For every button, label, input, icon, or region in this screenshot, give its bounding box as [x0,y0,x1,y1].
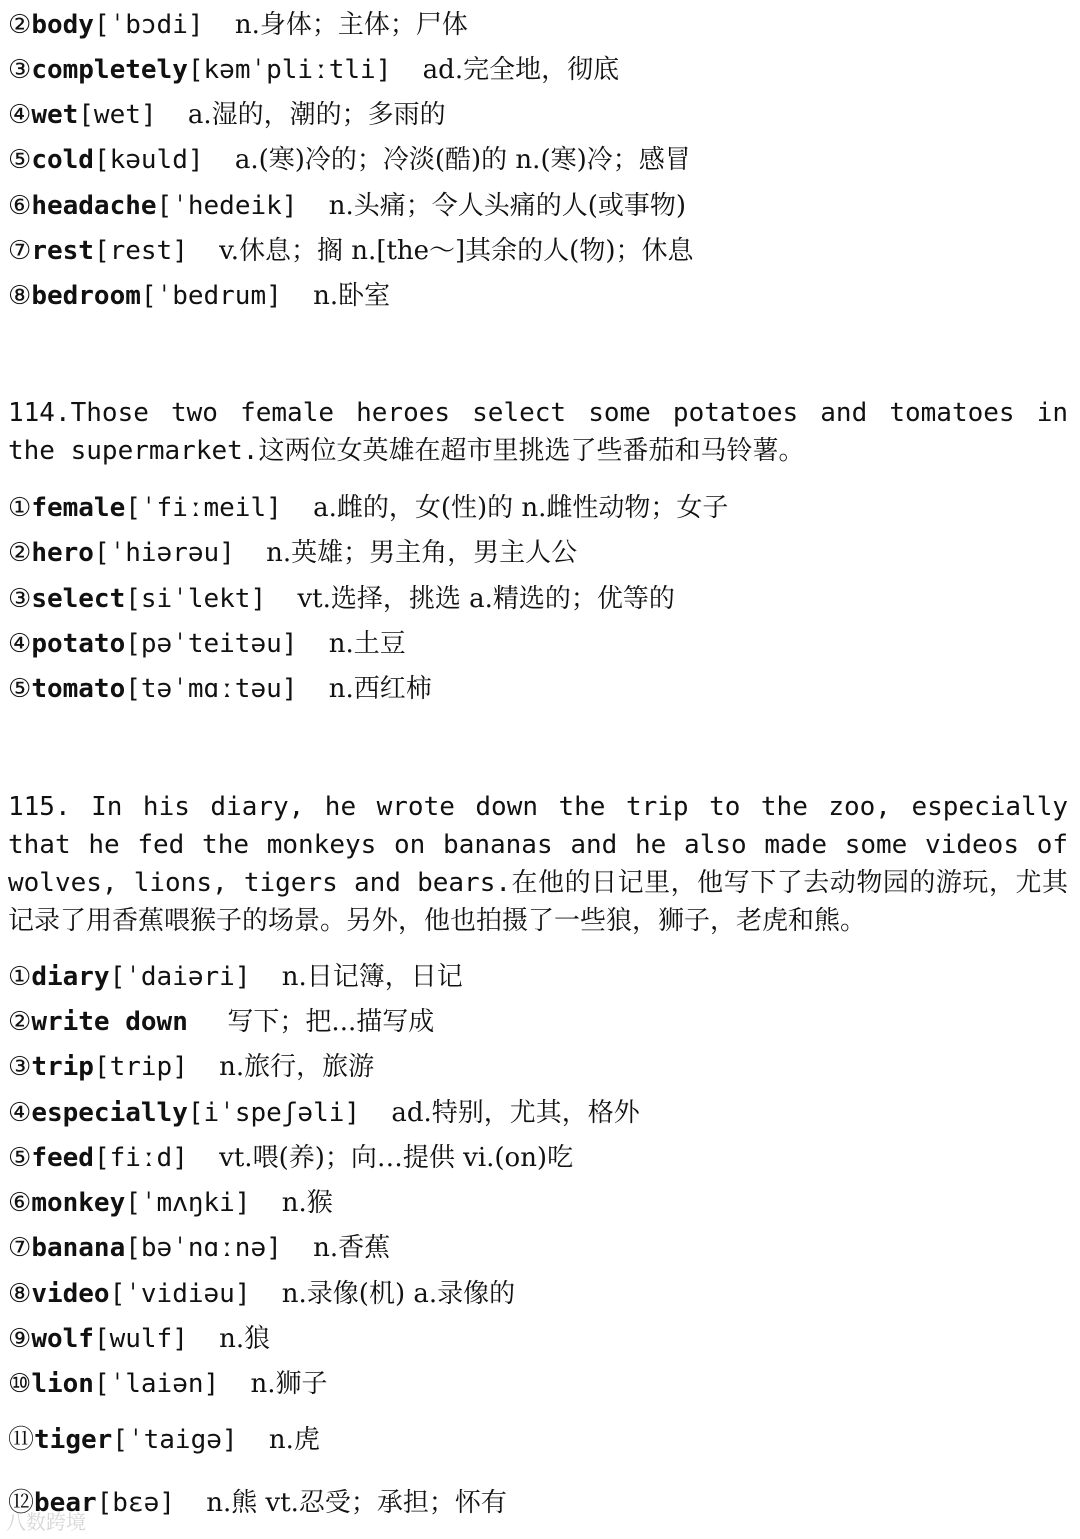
entry-phonetic: [kəuld] [93,145,204,175]
entry-number: ⑫ [8,1488,35,1518]
entry-number: ⑥ [8,191,32,221]
entry-number: ④ [8,1098,32,1128]
entry-number: ④ [8,100,32,130]
entry-word: wolf [31,1324,94,1354]
example-sentence-115 [8,788,1068,940]
entry-word: monkey [31,1188,126,1218]
entry-phonetic: [ˈlaiən] [93,1369,220,1399]
entry-phonetic: [ˈfiːmeil] [125,493,282,523]
entry-number: ② [8,10,32,40]
entry-word: hero [31,538,94,568]
entry-definition: n.卧室 [313,281,391,311]
entry-word: tiger [34,1425,113,1455]
vocab-entry [8,1005,434,1039]
entry-definition: n.狼 [219,1324,271,1354]
vocab-entry [8,1186,333,1220]
entry-definition: vt.选择，挑选 a.精选的；优等的 [297,584,675,614]
entry-word: banana [31,1233,126,1263]
entry-word: bedroom [31,281,141,311]
entry-phonetic: [ˈbɔdi] [93,10,204,40]
entry-definition: vt.喂(养)；向…提供 vi.(on)吃 [219,1143,574,1173]
entry-number: ⑦ [8,1233,32,1263]
vocab-entry [8,960,463,994]
sentence-english: 115. In his diary, he wrote down the trip to the zoo, especially that he fed the monkeys on bananas and he also made some videos of wolves, lions, tigers and bears. [8,792,1068,898]
entry-word: wet [31,100,79,130]
vocab-entry [8,1277,515,1311]
entry-number: ⑪ [8,1425,35,1455]
vocab-entry [8,98,446,132]
entry-number: ⑩ [8,1369,32,1399]
entry-word: diary [31,962,110,992]
entry-phonetic: [bəˈnɑːnə] [125,1233,282,1263]
entry-word: cold [31,145,94,175]
entry-number: ⑧ [8,1279,32,1309]
vocab-entry [8,234,693,268]
entry-word: select [31,584,126,614]
entry-word: completely [31,55,188,85]
entry-definition: n.虎 [268,1425,320,1455]
sentence-chinese: 这两位女英雄在超市里挑选了些番茄和马铃薯。 [258,436,805,466]
entry-number: ② [8,538,32,568]
vocab-entry [8,536,577,570]
entry-definition: n.头痛；令人头痛的人(或事物) [328,191,687,221]
entry-number: ⑤ [8,145,32,175]
entry-number: ③ [8,584,32,614]
vocab-entry [8,1096,640,1130]
entry-definition: n.旅行，旅游 [219,1052,375,1082]
entry-definition: a.(寒)冷的；冷淡(酷)的 n.(寒)冷；感冒 [234,145,691,175]
vocab-entry [8,1141,573,1175]
entry-definition: n.身体；主体；尸体 [234,10,468,40]
entry-phonetic: [ˈbedrum] [140,281,282,311]
entry-definition: a.湿的，潮的；多雨的 [187,100,446,130]
entry-definition: ad.完全地，彻底 [422,55,620,85]
vocab-entry [8,1322,270,1356]
entry-word: potato [31,629,126,659]
entry-phonetic: [təˈmɑːtəu] [125,674,298,704]
entry-phonetic: [wulf] [93,1324,188,1354]
entry-definition: n.猴 [281,1188,333,1218]
entry-definition: n.狮子 [250,1369,328,1399]
entry-number: ③ [8,55,32,85]
vocab-entry [8,627,406,661]
entry-definition: a.雌的，女(性)的 n.雌性动物；女子 [313,493,729,523]
vocab-entry [8,189,686,223]
entry-phonetic: [bεə] [96,1488,175,1518]
entry-definition: n.日记簿，日记 [281,962,463,992]
entry-phonetic: [trip] [93,1052,188,1082]
entry-word: trip [31,1052,94,1082]
vocab-entry [8,53,619,87]
vocab-entry [8,1367,328,1401]
entry-number: ③ [8,1052,32,1082]
entry-phonetic: [ˈmʌŋki] [125,1188,251,1218]
entry-phonetic: [pəˈteitəu] [125,629,298,659]
vocab-entry [8,672,432,706]
vocab-entry [8,279,390,313]
vocab-entry [8,582,675,616]
entry-definition: ad.特别，尤其，格外 [391,1098,640,1128]
entry-word: feed [31,1143,94,1173]
entry-phonetic: [kəmˈpliːtli] [187,55,392,85]
watermark: 八数跨境 [6,1510,86,1534]
entry-number: ⑥ [8,1188,32,1218]
entry-definition: n.熊 vt.忍受；承担；怀有 [206,1488,507,1518]
entry-phonetic: [fiːd] [93,1143,188,1173]
entry-phonetic: [rest] [93,236,188,266]
vocab-entry [8,8,468,42]
entry-definition: n.西红柿 [328,674,432,704]
entry-phonetic: [ˈhedeik] [156,191,298,221]
entry-number: ⑤ [8,1143,32,1173]
sentence-chinese: 在他的日记里，他写下了去动物园的游玩，尤其记录了用香蕉喂猴子的场景。另外，他也拍摄了一些狼，狮子，老虎和熊。 [8,868,1068,936]
entry-phonetic: [siˈlekt] [125,584,267,614]
entry-word: female [31,493,126,523]
entry-number: ⑤ [8,674,32,704]
entry-word: video [31,1279,110,1309]
entry-phonetic: [ˈdaiəri] [109,962,251,992]
entry-phonetic: [ˈtaigə] [112,1425,238,1455]
vocab-entry [8,1423,320,1457]
example-sentence-114 [8,394,1068,470]
entry-word: rest [31,236,94,266]
entry-word: tomato [31,674,126,704]
entry-definition: v.休息；搁 n.[the～]其余的人(物)；休息 [219,236,694,266]
entry-definition: 写下；把...描写成 [219,1007,435,1037]
vocab-entry [8,1231,390,1265]
entry-word: headache [31,191,157,221]
entry-definition: n.录像(机) a.录像的 [281,1279,516,1309]
entry-definition: n.土豆 [328,629,406,659]
vocab-entry [8,491,728,525]
entry-number: ① [8,962,32,992]
vocab-entry [8,1050,374,1084]
vocab-entry [8,143,691,177]
entry-number: ② [8,1007,32,1037]
entry-phonetic: [ˈvidiəu] [109,1279,251,1309]
sentence-english: 114.Those two female heroes select some potatoes and tomatoes in the supermarket. [8,398,1068,466]
entry-phonetic: [iˈspeʃəli] [187,1098,361,1128]
entry-word: write down [31,1007,188,1037]
entry-number: ① [8,493,32,523]
entry-word: lion [31,1369,94,1399]
entry-definition: n.英雄；男主角，男主人公 [266,538,578,568]
entry-number: ⑨ [8,1324,32,1354]
entry-number: ⑦ [8,236,32,266]
entry-definition: n.香蕉 [313,1233,391,1263]
entry-phonetic: [ˈhiərəu] [93,538,235,568]
entry-word: especially [31,1098,188,1128]
entry-number: ⑧ [8,281,32,311]
entry-word: body [31,10,94,40]
entry-number: ④ [8,629,32,659]
entry-word: bear [34,1488,97,1518]
entry-phonetic: [wet] [78,100,157,130]
